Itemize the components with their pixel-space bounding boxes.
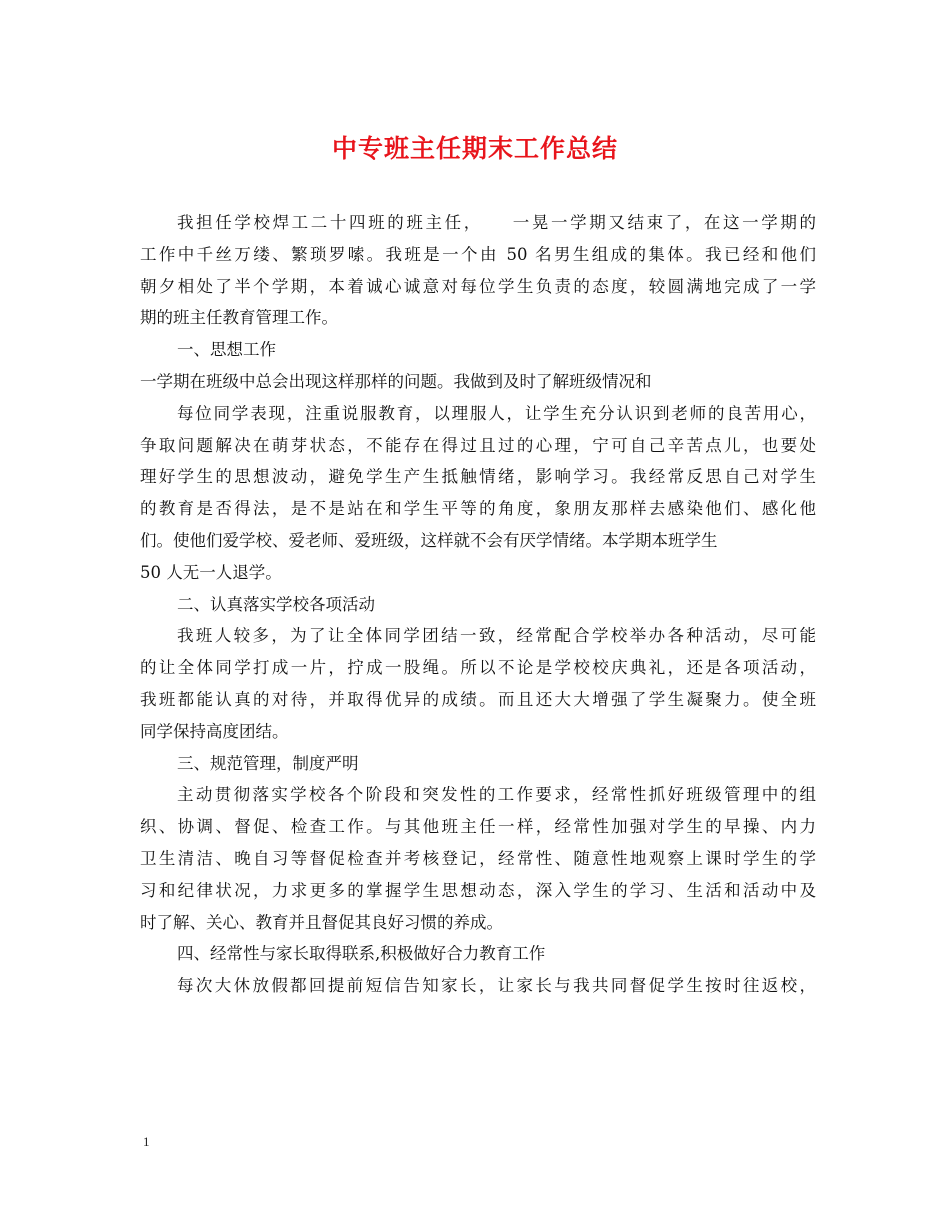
page-number: 1 <box>143 1134 150 1149</box>
body-line: 卫生清洁、晚自习等督促检查并考核登记，经常性、随意性地观察上课时学生的学 <box>140 848 816 868</box>
section-heading: 四、经常性与家长取得联系,积极做好合力教育工作 <box>177 944 546 964</box>
body-line: 每次大休放假都回提前短信告知家长，让家长与我共同督促学生按时往返校， <box>177 976 816 996</box>
body-line: 我担任学校焊工二十四班的班主任， 一晃一学期又结束了，在这一学期的 <box>177 213 816 232</box>
body-line: 的教育是否得法，是不是站在和学生平等的角度，象朋友那样去感染他们、感化他 <box>140 499 816 519</box>
body-line: 理好学生的思想波动，避免学生产生抵触情绪，影响学习。我经常反思自己对学生 <box>140 467 816 487</box>
document-body <box>140 207 816 1002</box>
body-line: 的让全体同学打成一片，拧成一股绳。所以不论是学校校庆典礼，还是各项活动， <box>140 658 816 678</box>
section-heading: 一、思想工作 <box>177 340 276 360</box>
body-line: 我班都能认真的对待，并取得优异的成绩。而且还大大增强了学生凝聚力。使全班 <box>140 689 816 709</box>
body-line: 时了解、关心、教育并且督促其良好习惯的养成。 <box>140 912 503 932</box>
body-line: 50 人无一人退学。 <box>140 562 282 582</box>
body-line: 期的班主任教育管理工作。 <box>140 308 338 328</box>
body-line: 同学保持高度团结。 <box>140 721 289 741</box>
body-line: 织、协调、督促、检查工作。与其他班主任一样，经常性加强对学生的早操、内力 <box>140 817 816 837</box>
body-line: 每位同学表现，注重说服教育，以理服人，让学生充分认识到老师的良苦用心， <box>177 403 816 423</box>
section-heading: 二、认真落实学校各项活动 <box>177 594 375 614</box>
body-line: 工作中千丝万缕、繁琐罗嗦。我班是一个由 50 名男生组成的集体。我已经和他们 <box>140 244 816 264</box>
body-line: 朝夕相处了半个学期，本着诚心诚意对每位学生负责的态度，较圆满地完成了一学 <box>140 276 816 296</box>
body-line: 们。使他们爱学校、爱老师、爱班级，这样就不会有厌学情绪。本学期本班学生 <box>140 530 718 550</box>
body-line: 主动贯彻落实学校各个阶段和突发性的工作要求，经常性抓好班级管理中的组 <box>177 785 816 805</box>
body-line: 我班人较多，为了让全体同学团结一致，经常配合学校举办各种活动，尽可能 <box>177 626 816 646</box>
section-heading: 三、规范管理，制度严明 <box>177 753 359 773</box>
document-title: 中专班主任期末工作总结 <box>331 134 618 163</box>
body-line: 习和纪律状况，力求更多的掌握学生思想动态，深入学生的学习、生活和活动中及 <box>140 880 816 900</box>
body-line: 争取问题解决在萌芽状态，不能存在得过且过的心理，宁可自己辛苦点儿，也要处 <box>140 435 816 455</box>
body-line: 一学期在班级中总会出现这样那样的问题。我做到及时了解班级情况和 <box>140 371 652 391</box>
